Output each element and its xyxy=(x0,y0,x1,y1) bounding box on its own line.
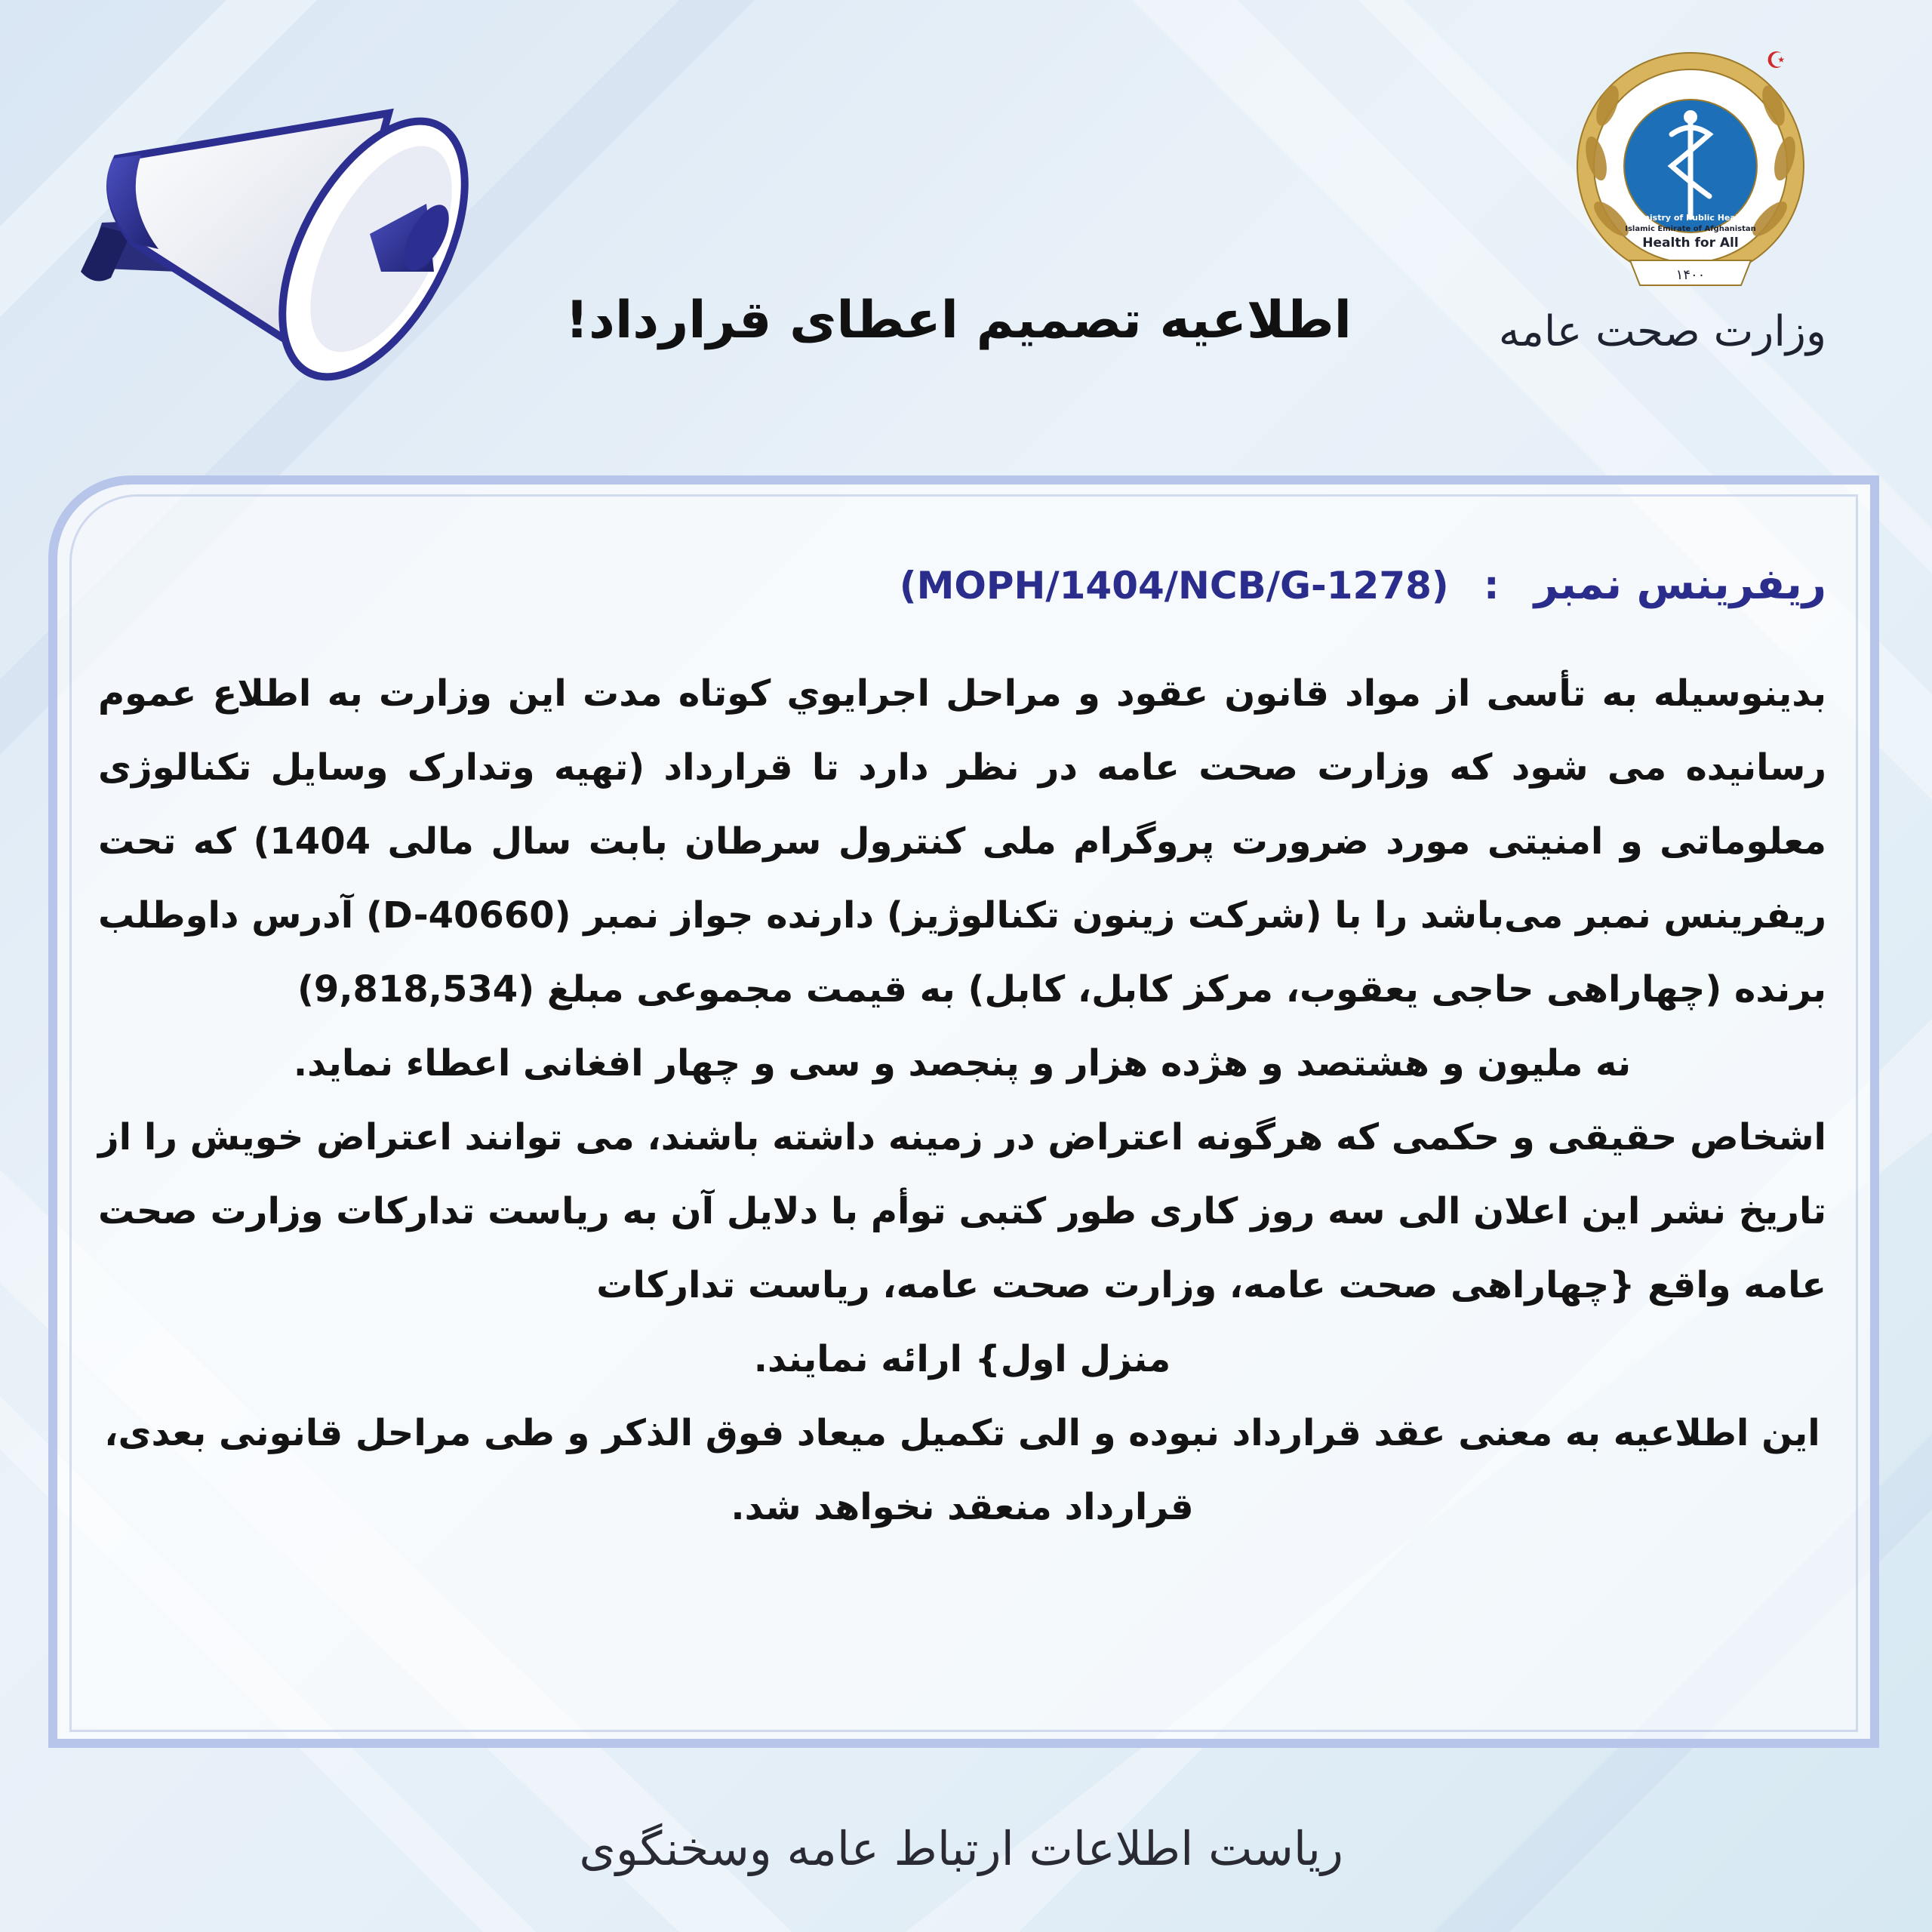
paragraph-amount-in-words: نه ملیون و هشتصد و هژده هزار و پنجصد و سی و چهار افغانی اعطاء نماید. xyxy=(293,1042,1632,1084)
reference-code: (MOPH/1404/NCB/G-1278) xyxy=(899,564,1449,608)
reference-line xyxy=(830,547,1826,623)
svg-text:☪: ☪ xyxy=(1766,48,1786,74)
paragraph-award-details: بدینوسیله به تأسی از مواد قانون عقود و مراحل اجرایوي کوتاه مدت این وزارت به اطلاع عموم رسانیده می شود که وزارت صحت عامه در نظر دارد تا قرارداد (تهیه وتدارک وسایل تکنالوژی معلوماتی و امنیتی مورد ضرورت پروگرام ملی کنترول سرطان بابت سال مالی 1404) که تحت ریفرینس نمبر می‌باشد را با (شرکت زینون تکنالوژیز) دارنده جواز نمبر (D-40660) آدرس داوطلب برنده (چهاراهی حاجی یعقوب، مرکز کابل، کابل) به قیمت مجموعی مبلغ (9,818,534) xyxy=(98,672,1827,1011)
ministry-emblem-icon xyxy=(1566,45,1815,302)
ministry-calligraphy: وزارت صحت عامه xyxy=(1498,307,1826,356)
emblem-ring-text-1: Ministry of Public Health xyxy=(1632,213,1749,223)
emblem-ribbon-text: Health for All xyxy=(1642,235,1739,251)
paragraph-disclaimer: این اطلاعیه به معنی عقد قرارداد نبوده و الی تکمیل میعاد فوق الذکر و طی مراحل قانونی بعدی، قرارداد منعقد نخواهد شد. xyxy=(104,1412,1820,1528)
page-title: اطلاعیه تصمیم اعطای قرارداد! xyxy=(565,291,1352,350)
announcement-body xyxy=(98,657,1826,1683)
reference-separator: : xyxy=(1483,563,1500,608)
emblem-ribbon-year: ۱۴۰۰ xyxy=(1675,267,1706,283)
paragraph-objection-location: منزل اول} ارائه نمایند. xyxy=(753,1338,1171,1380)
reference-label: ریفرینس نمبر xyxy=(1534,560,1826,609)
emblem-ring-text-2: Islamic Emirate of Afghanistan xyxy=(1625,225,1756,233)
paragraph-objection-notice: اشخاص حقیقی و حکمی که هرگونه اعتراض در زمینه داشته باشند، می توانند اعتراض خویش را از تاریخ نشر این اعلان الی سه روز کاری طور کتبی توأم با دلایل آن به ریاست تدارکات وزارت صحت عامه واقع {چهاراهی صحت عامه، وزارت صحت عامه، ریاست تدارکات xyxy=(98,1116,1826,1306)
megaphone-icon xyxy=(72,45,479,400)
footer-signature: ریاست اطلاعات ارتباط عامه وسخنگوی xyxy=(579,1821,1343,1876)
